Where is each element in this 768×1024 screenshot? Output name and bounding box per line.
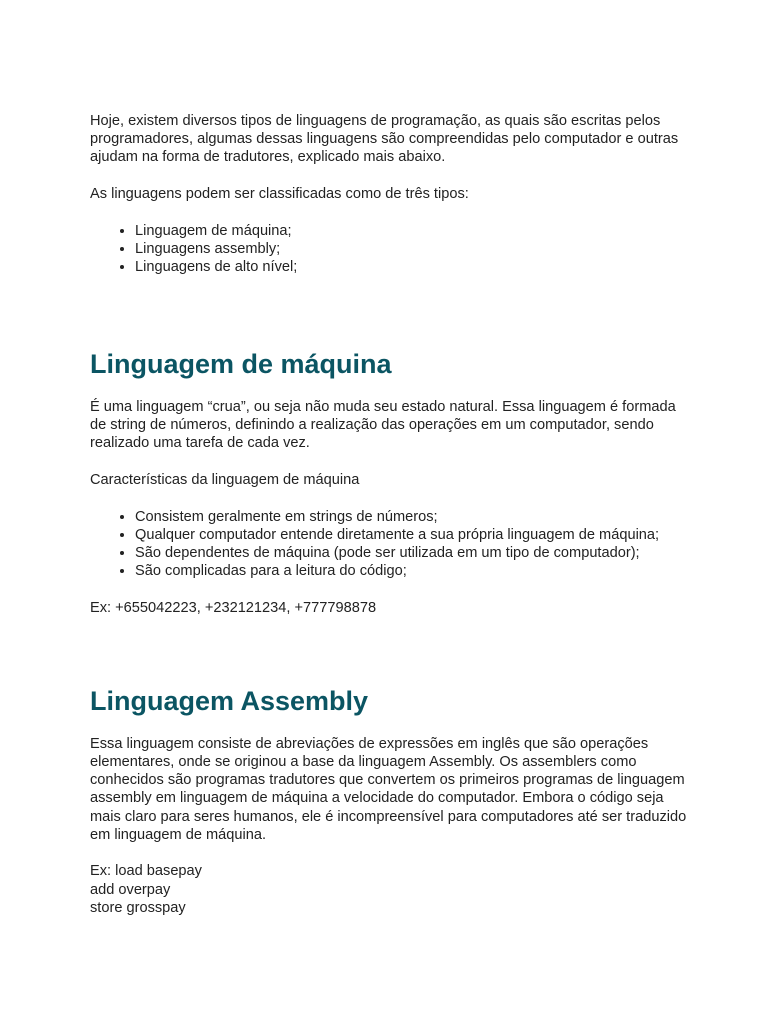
machine-features-list [90, 508, 690, 581]
example-line: store grosspay [90, 899, 186, 916]
list-item: • Qualquer computador entende diretamente a sua própria linguagem de máquina; [135, 526, 690, 544]
machine-features-title: Características da linguagem de máquina [90, 472, 360, 489]
section-spacer [90, 295, 690, 348]
section-spacer [90, 636, 690, 685]
list-item: • São complicadas para a leitura do código; [135, 562, 690, 580]
heading-assembly-language: Linguagem Assembly [90, 685, 369, 716]
machine-example: Ex: +655042223, +232121234, +777798878 [90, 600, 377, 617]
list-item: • Linguagens de alto nível; [135, 258, 690, 276]
machine-language-paragraph: É uma linguagem “crua”, ou seja não muda seu estado natural. Essa linguagem é formada de string de números, definindo a realização das operações em um computador, sendo realizado uma tarefa de cada vez. [90, 398, 676, 452]
document-page [90, 112, 690, 936]
intro-classification-paragraph: As linguagens podem ser classificadas como de três tipos: [90, 186, 469, 203]
intro-paragraph: Hoje, existem diversos tipos de linguagens de programação, as quais são escritas pelos programadores, algumas dessas linguagens são compreendidas pelo computador e outras ajudam na forma de tradutores, explicado mais abaixo. [90, 113, 679, 166]
heading-machine-language: Linguagem de máquina [90, 348, 392, 379]
language-types-list [90, 222, 690, 277]
assembly-paragraph: Essa linguagem consiste de abreviações de expressões em inglês que são operações elementares, onde se originou a base da linguagem Assembly. Os assemblers como conhecidos são programas tradutores que convertem os primeiros programas de linguagem assembly em linguagem de máquina a velocidade do computador. Embora o código seja mais claro para seres humanos, ele é incompreensível para computadores até ser traduzido em linguagem de máquina. [90, 735, 687, 843]
example-line: add overpay [90, 881, 171, 898]
list-item: • São dependentes de máquina (pode ser utilizada em um tipo de computador); [135, 544, 690, 562]
list-item: • Linguagem de máquina; [135, 222, 690, 240]
list-item: • Consistem geralmente em strings de números; [135, 508, 690, 526]
assembly-example [90, 862, 690, 917]
example-line: Ex: load basepay [90, 863, 202, 880]
list-item: • Linguagens assembly; [135, 240, 690, 258]
